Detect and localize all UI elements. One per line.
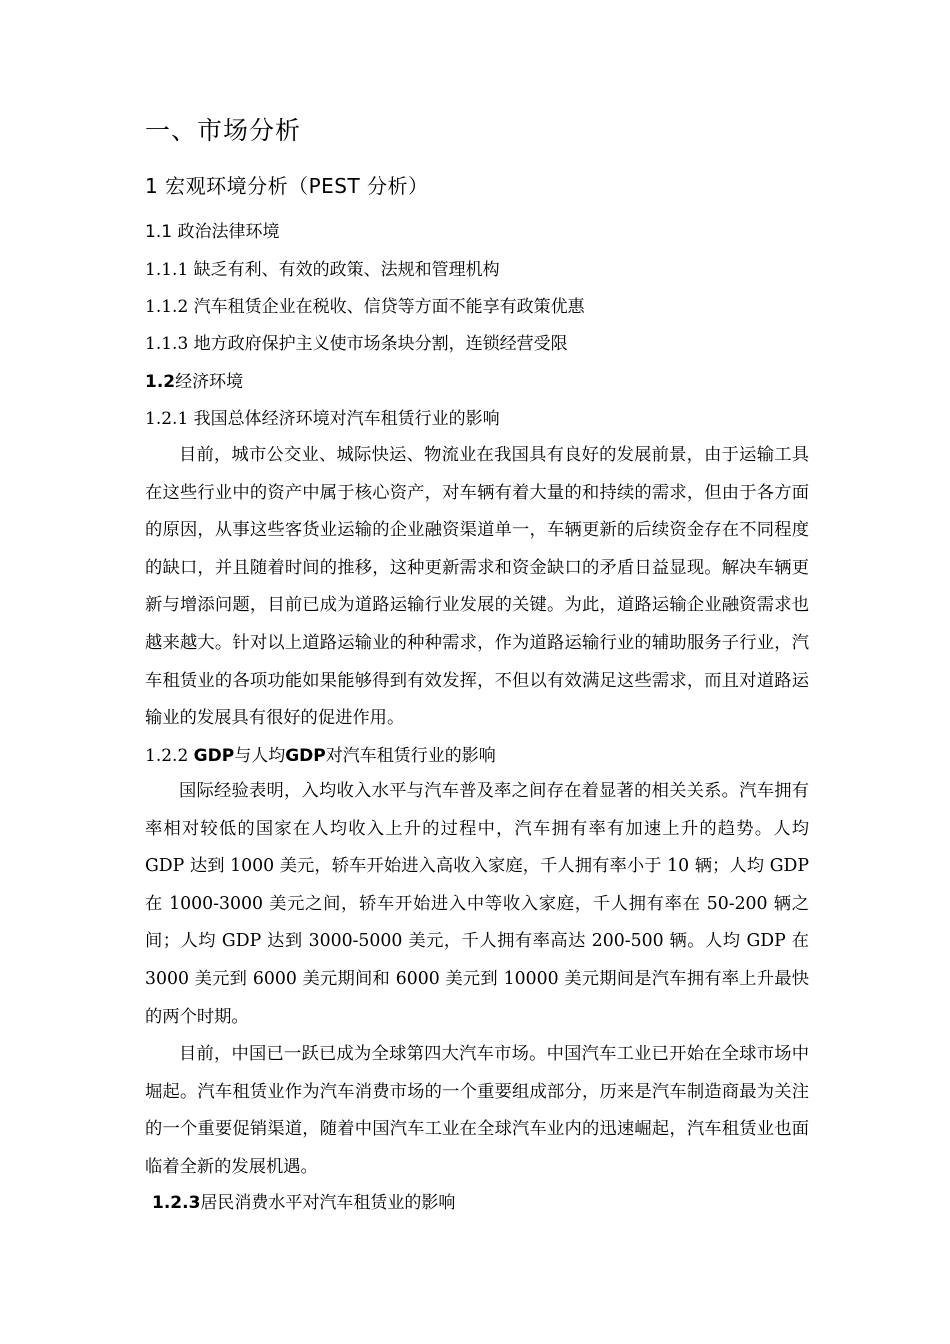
section-number: 1.2 [145,372,176,392]
list-item: 1.1.3 地方政府保护主义使市场条块分割，连锁经营受限 [145,334,568,354]
paragraph-china-market [145,1036,809,1186]
heading-market-analysis: 一、市场分析 [145,116,302,145]
section-number: 1.2.2 [145,746,189,766]
heading-consumption-level [152,1189,455,1217]
paragraph-text: 国际经验表明，入均收入水平与汽车普及率之间存在着显著的相关关系。汽车拥有率相对较低的国家在人均收入上升的过程中，汽车拥有率有加速上升的趋势。人均 GDP 达到 1000 美元，轿车开始进入高收入家庭，千人拥有率小于 10 辆；人均 GDP 在 1000-3000 美元之间，轿车开始进入中等收入家庭，千人拥有率在 50-200 辆之间；人均 GDP 达到 3000-5000 美元，千人拥有率高达 200-500 辆。人均 GDP 在 3000 美元到 6000 美元期间和 6000 美元到 10000 美元期间是汽车拥有率上升最快的两个时期。 [145,781,809,1027]
paragraph-text: 目前，中国已一跃已成为全球第四大汽车市场。中国汽车工业已开始在全球市场中堀起。汽车租赁业作为汽车消费市场的一个重要组成部分，历来是汽车制造商最为关注的一个重要促销渠道，随着中国汽车工业在全球汽车业内的迅速崛起，汽车租赁业也面临着全新的发展机遇。 [145,1044,809,1177]
section-title-part: 对汽车租赁行业的影响 [325,746,496,766]
list-item: 1.1.1 缺乏有利、有效的政策、法规和管理机构 [145,260,500,280]
heading-macro-environment: 1 宏观环境分析（PEST 分析） [145,174,429,198]
list-item: 1.1.2 汽车租赁企业在税收、信贷等方面不能享有政策优惠 [145,297,585,317]
gdp-term: GDP [285,746,326,766]
paragraph-gdp-impact [145,773,809,1036]
section-title: 居民消费水平对汽车租赁业的影响 [200,1193,456,1213]
section-title-part: 与人均 [234,746,286,766]
heading-gdp-impact [145,742,496,770]
paragraph-overall-economy [145,437,809,738]
section-number: 1.2.3 [152,1193,201,1213]
section-title: 经济环境 [175,372,244,392]
paragraph-text: 目前，城市公交业、城际快运、物流业在我国具有良好的发展前景，由于运输工具在这些行业中的资产中属于核心资产，对车辆有着大量的和持续的需求，但由于各方面的原因，从事这些客货业运输的企业融资渠道单一，车辆更新的后续资金存在不同程度的缺口，并且随着时间的推移，这种更新需求和资金缺口的矛盾日益显现。解决车辆更新与增添问题，目前已成为道路运输行业发展的关键。为此，道路运输企业融资需求也越来越大。针对以上道路运输业的种种需求，作为道路运输行业的辅助服务子行业，汽车租赁业的各项功能如果能够得到有效发挥，不但以有效满足这些需求，而且对道路运输业的发展具有很好的促进作用。 [145,445,809,729]
heading-political-legal: 1.1 政治法律环境 [145,222,280,242]
heading-economic-environment [145,368,243,396]
heading-overall-economy: 1.2.1 我国总体经济环境对汽车租赁行业的影响 [145,409,500,429]
gdp-term: GDP [193,746,235,766]
